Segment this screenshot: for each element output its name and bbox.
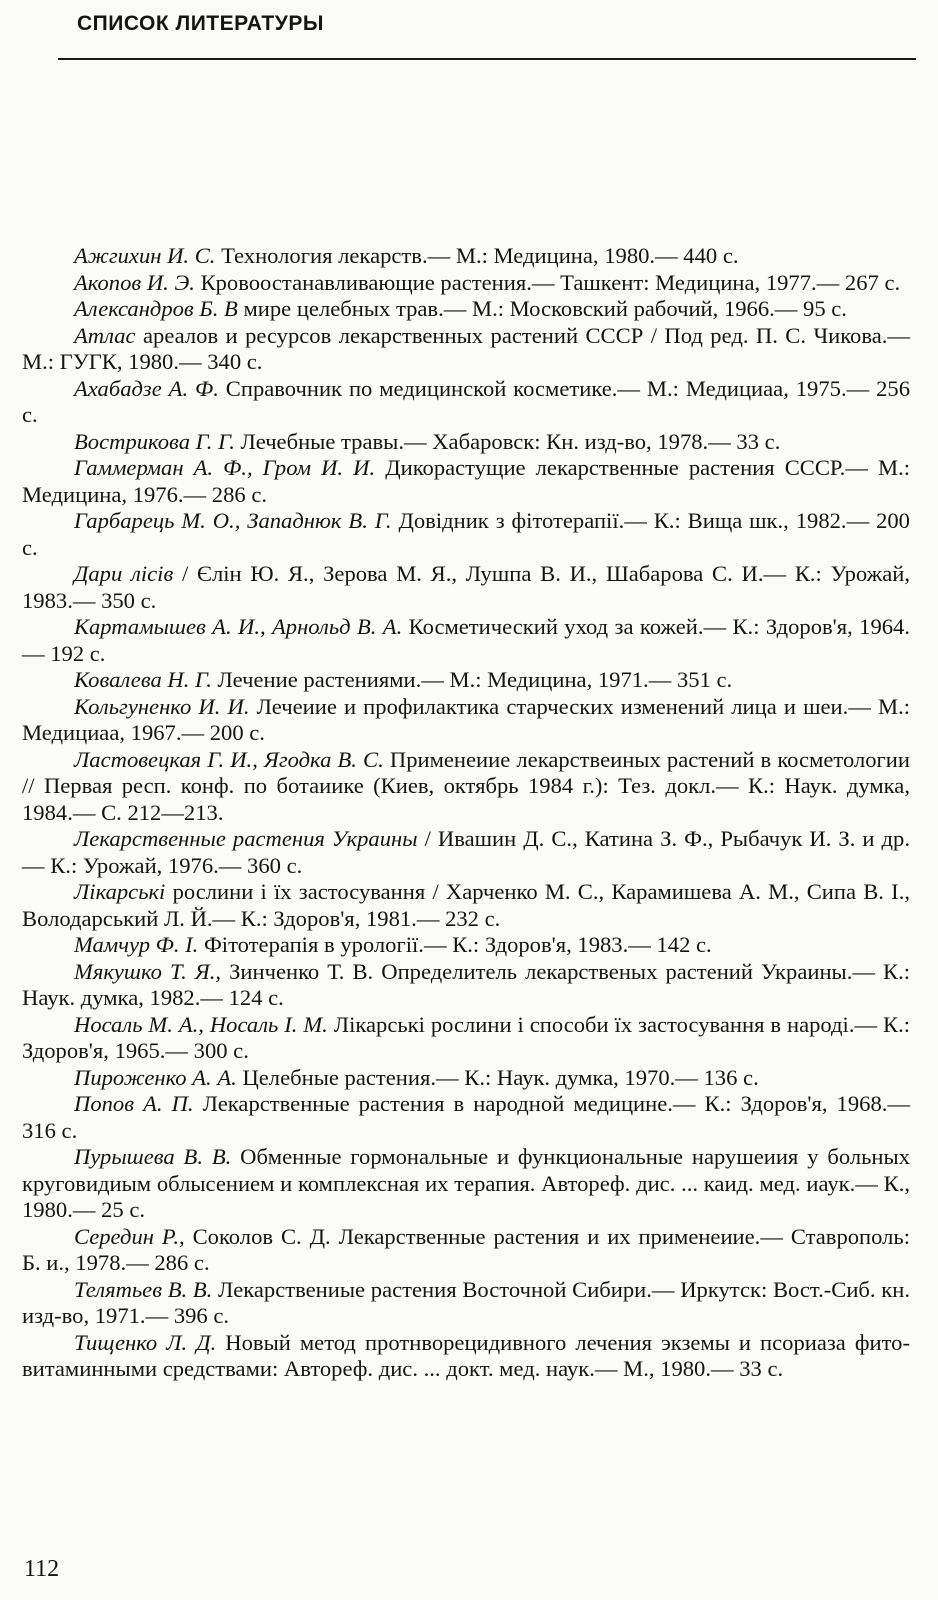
reference-entry — [22, 376, 910, 429]
reference-text: Лекарственные растения в народной медицине.— К.: Здоров'я, 1968.— 316 с. — [22, 1091, 910, 1143]
reference-authors: Носаль М. А., Носаль І. М. — [74, 1011, 328, 1037]
reference-entry — [22, 1091, 910, 1144]
reference-text: Кровоостанавливающие растения.— Ташкент: Медицина, 1977.— 267 с. — [194, 269, 901, 295]
reference-entry — [22, 694, 910, 747]
reference-authors: Ахабадзе А. Ф. — [74, 375, 219, 401]
reference-entry — [22, 429, 910, 456]
reference-authors: Попов А. П. — [74, 1091, 194, 1116]
reference-authors: Телятьев В. В. — [74, 1276, 213, 1302]
reference-authors: Гарбарець М. О., Западнюк В. Г. — [74, 508, 392, 533]
reference-entry — [22, 667, 910, 694]
reference-text: Целебные растения.— К.: Наук. думка, 1970.— 136 с. — [236, 1064, 759, 1090]
reference-authors: Середин Р., — [74, 1223, 185, 1249]
reference-entry — [22, 1277, 910, 1330]
reference-authors: Мамчур Ф. І. — [74, 932, 199, 957]
reference-text: Новый метод протнворецидивного лечения экземы и псориаза фито-витаминными средствами: Автореф. дис. ... докт. мед. наук.— М., 1980.— 33 с. — [22, 1329, 911, 1381]
reference-text: Довідник з фітотерапії.— К.: Вища шк., 1982.— 200 с. — [22, 508, 910, 560]
reference-authors: Мякушко Т. Я., — [74, 958, 222, 984]
reference-entry — [22, 1330, 910, 1383]
reference-entry — [22, 614, 910, 667]
reference-entry — [22, 1012, 910, 1065]
reference-text: Лечеиие и профилактика старческих изменений лица и шеи.— М.: Медициаа, 1967.— 200 с. — [22, 693, 910, 745]
reference-authors: Атлас — [74, 322, 136, 348]
header-rule — [58, 58, 916, 60]
reference-authors: Дари лісів — [74, 561, 174, 586]
reference-authors: Кольгуненко И. И. — [74, 693, 250, 719]
reference-entry — [22, 1224, 910, 1277]
reference-entry — [22, 932, 910, 959]
reference-text: рослини і їх застосування / Харченко М. С., Карамишева А. М., Сипа В. І., Володарський Л. Й.— К.: Здоров'я, 1981.— 232 с. — [22, 879, 910, 931]
reference-entry — [22, 455, 910, 508]
reference-text: Лекарствениые растения Восточной Сибири.— Иркутск: Вост.-Сиб. кн. изд-во, 1971.— 396 с. — [22, 1276, 910, 1328]
reference-entry — [22, 296, 910, 323]
reference-entry — [22, 1065, 910, 1092]
reference-text: ареалов и ресурсов лекарственных растений СССР / Под ред. П. С. Чикова.— М.: ГУГК, 1980.— 340 с. — [22, 322, 910, 374]
reference-entry — [22, 270, 910, 297]
reference-text: Лечение растениями.— М.: Медицина, 1971.— 351 с. — [211, 667, 733, 692]
reference-entry — [22, 1144, 910, 1224]
reference-text: Технология лекарств.— М.: Медицина, 1980.— 440 с. — [215, 243, 739, 268]
page-number: 112 — [24, 1556, 60, 1582]
reference-text: Применеиие лекарствеиных растений в косметологии // Первая респ. конф. по ботаиике (Киев, октябрь 1984 г.): Тез. докл.— К.: Наук. думка, 1984.— С. 212—213. — [22, 746, 910, 825]
reference-text: Обменные гормональные и функциональные нарушеиия у больных круговидиым облысением и комплексная их терапия. Автореф. дис. ... каид. мед. иаук.— К., 1980.— 25 с. — [22, 1144, 910, 1222]
reference-authors: Пурышева В. В. — [74, 1144, 232, 1169]
reference-entry — [22, 323, 910, 376]
reference-text: Соколов С. Д. Лекарственные растения и их применеиие.— Ставрополь: Б. и., 1978.— 286 с. — [22, 1223, 910, 1275]
reference-entry — [22, 747, 910, 827]
reference-text: / Ивашин Д. С., Катина З. Ф., Рыбачук И. З. и др.— К.: Урожай, 1976.— 360 с. — [22, 826, 910, 878]
reference-authors: Тищенко Л. Д. — [74, 1329, 217, 1355]
reference-text: Зинченко Т. В. Определитель лекарственых растений Украины.— К.: Наук. думка, 1982.— 124 с. — [22, 958, 911, 1010]
reference-text: / Єлін Ю. Я., Зерова М. Я., Лушпа В. И., Шабарова С. И.— К.: Урожай, 1983.— 350 с. — [22, 561, 910, 613]
reference-authors: Лекарственные растения Украины — [74, 826, 418, 851]
reference-text: Фітотерапія в урології.— К.: Здоров'я, 1983.— 142 с. — [198, 932, 712, 957]
reference-authors: Акопов И. Э. — [74, 269, 195, 295]
reference-entry — [22, 879, 910, 932]
reference-text: Лечебные травы.— Хабаровск: Кн. изд-во, 1978.— 33 с. — [234, 428, 781, 454]
reference-authors: Пироженко А. А. — [74, 1064, 237, 1090]
reference-authors: Ковалева Н. Г. — [74, 667, 212, 692]
reference-text: Лікарські рослини і способи їх застосування в народі.— К.: Здоров'я, 1965.— 300 с. — [22, 1011, 910, 1063]
reference-text: Справочник по медицинской косметике.— М.: Медициаа, 1975.— 256 с. — [22, 375, 911, 427]
reference-authors: Лікарські — [74, 879, 166, 904]
reference-authors: Вострикова Г. Г. — [74, 428, 235, 454]
reference-entry — [22, 959, 910, 1012]
reference-authors: Ластовецкая Г. И., Ягодка В. С. — [74, 746, 384, 772]
reference-entry — [22, 826, 910, 879]
reference-text: Косметический уход за кожей.— К.: Здоров'я, 1964.— 192 с. — [22, 614, 911, 666]
reference-authors: Александров Б. В — [74, 296, 238, 321]
reference-entry — [22, 508, 910, 561]
reference-text: мире целебных трав.— М.: Московский рабочий, 1966.— 95 с. — [237, 296, 847, 321]
reference-entry — [22, 561, 910, 614]
reference-text: Дикорастущие лекарственные растения СССР.— М.: Медицина, 1976.— 286 с. — [22, 455, 910, 507]
reference-authors: Картамышев А. И., Арнольд В. А. — [74, 614, 403, 639]
reference-authors: Гаммерман А. Ф., Гром И. И. — [74, 455, 376, 480]
reference-authors: Ажгихин И. С. — [74, 243, 216, 268]
reference-entry — [22, 243, 910, 270]
reference-list — [22, 243, 910, 1383]
page-title: СПИСОК ЛИТЕРАТУРЫ — [77, 12, 324, 35]
